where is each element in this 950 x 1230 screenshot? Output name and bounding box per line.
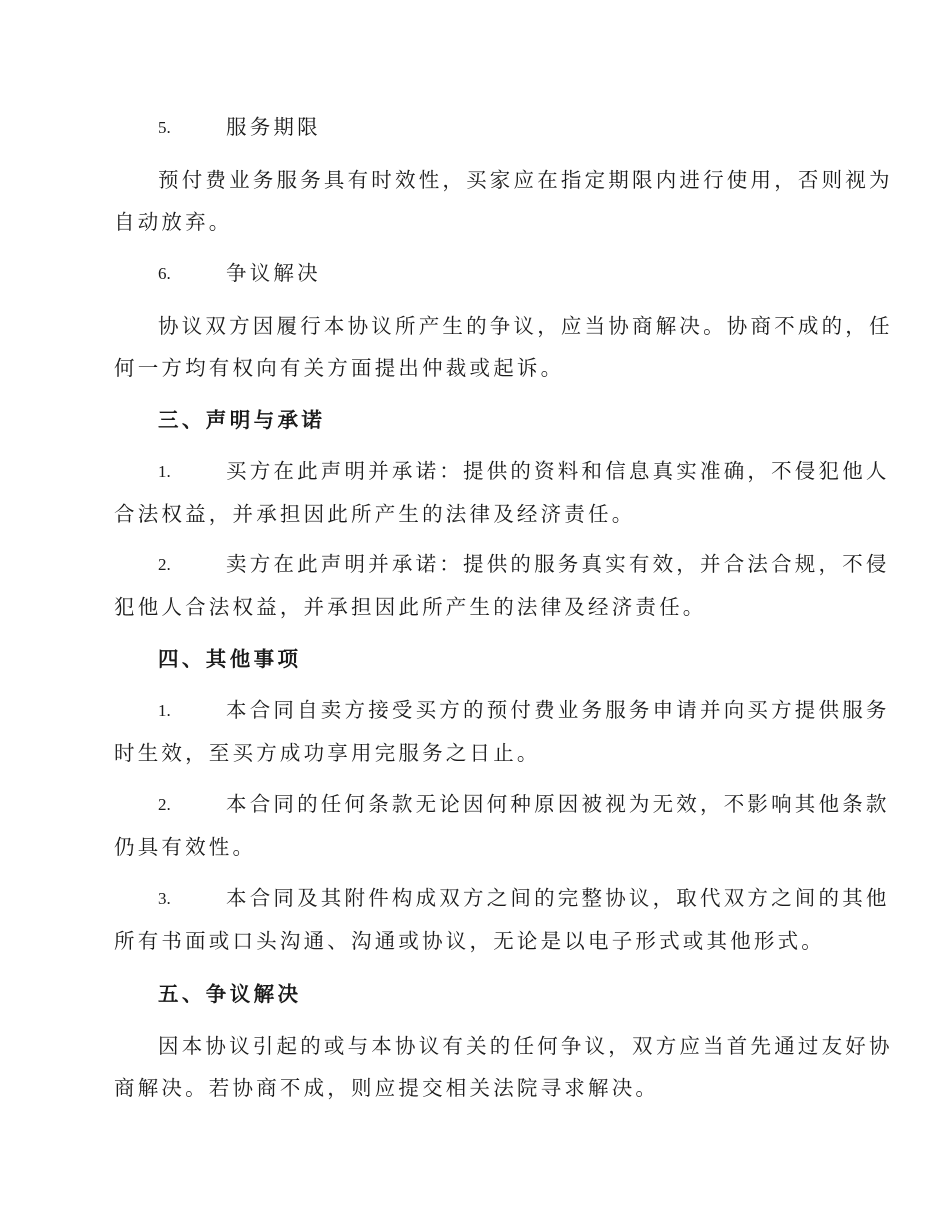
paragraph-line: 本合同及其附件构成双方之间的完整协议，取代双方之间的其他 bbox=[226, 886, 890, 910]
paragraph-line: 本合同自卖方接受买方的预付费业务服务申请并向买方提供服务 bbox=[226, 698, 890, 722]
paragraph-line: 所有书面或口头沟通、沟通或协议，无论是以电子形式或其他形式。 bbox=[114, 929, 825, 953]
paragraph-line: 因本协议引起的或与本协议有关的任何争议，双方应当首先通过友好协 bbox=[158, 1034, 893, 1058]
section-heading: 四、其他事项 bbox=[158, 647, 302, 671]
section-title: 争议解决 bbox=[226, 261, 321, 285]
paragraph-line: 合法权益，并承担因此所产生的法律及经济责任。 bbox=[114, 502, 636, 526]
paragraph-line: 仍具有效性。 bbox=[114, 835, 257, 859]
paragraph-line: 本合同的任何条款无论因何种原因被视为无效，不影响其他条款 bbox=[226, 792, 890, 816]
item-number: 1. bbox=[158, 462, 171, 481]
section-number: 5. bbox=[158, 118, 171, 137]
item-number: 2. bbox=[158, 555, 171, 574]
section-number: 6. bbox=[158, 264, 171, 283]
paragraph-line: 协议双方因履行本协议所产生的争议，应当协商解决。协商不成的，任 bbox=[158, 314, 893, 338]
paragraph-line: 自动放弃。 bbox=[114, 210, 233, 234]
section-title: 服务期限 bbox=[226, 115, 321, 139]
paragraph-line: 卖方在此声明并承诺：提供的服务真实有效，并合法合规，不侵 bbox=[226, 552, 890, 576]
item-number: 2. bbox=[158, 795, 171, 814]
paragraph-line: 犯他人合法权益，并承担因此所产生的法律及经济责任。 bbox=[114, 595, 707, 619]
paragraph-line: 何一方均有权向有关方面提出仲裁或起诉。 bbox=[114, 356, 565, 380]
paragraph-line: 时生效，至买方成功享用完服务之日止。 bbox=[114, 741, 541, 765]
paragraph-line: 预付费业务服务具有时效性，买家应在指定期限内进行使用，否则视为 bbox=[158, 168, 893, 192]
paragraph-line: 商解决。若协商不成，则应提交相关法院寻求解决。 bbox=[114, 1076, 660, 1100]
item-number: 3. bbox=[158, 889, 171, 908]
paragraph-line: 买方在此声明并承诺：提供的资料和信息真实准确，不侵犯他人 bbox=[226, 459, 890, 483]
section-heading: 五、争议解决 bbox=[158, 982, 302, 1006]
section-heading: 三、声明与承诺 bbox=[158, 408, 326, 432]
item-number: 1. bbox=[158, 701, 171, 720]
